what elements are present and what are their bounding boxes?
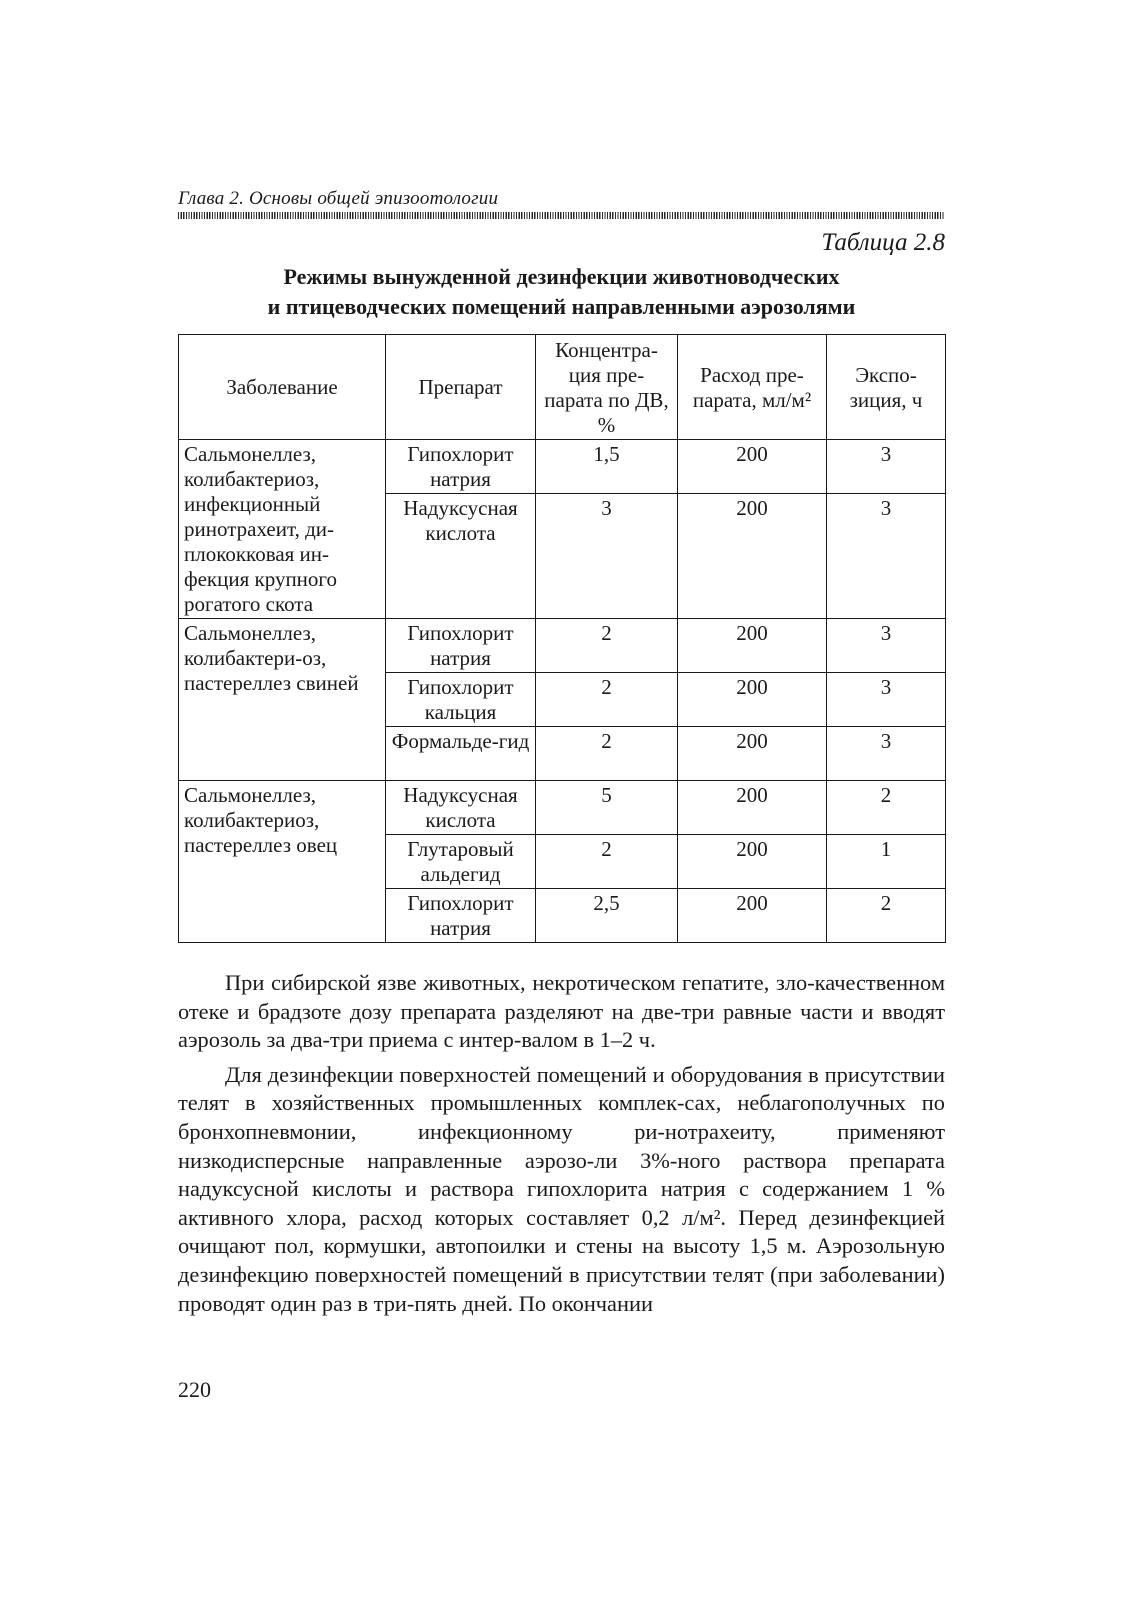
table-title-line: Режимы вынужденной дезинфекции животноводческих: [283, 264, 840, 289]
column-header-consumption: Расход пре-парата, мл/м²: [678, 335, 827, 440]
disease-cell: Сальмонеллез, колибактериоз, инфекционный ринотрахеит, ди-плококковая ин-фекция крупного рогатого скота: [179, 440, 386, 619]
table-title-line: и птицеводческих помещений направленными аэрозолями: [267, 294, 856, 319]
drug-cell: Гипохлорит натрия: [386, 440, 536, 494]
table-title: [178, 262, 945, 322]
concentration-cell: 2: [536, 727, 678, 781]
table-row: [179, 619, 946, 673]
exposure-cell: 3: [827, 494, 946, 619]
concentration-cell: 2,5: [536, 889, 678, 943]
consumption-cell: 200: [678, 781, 827, 835]
table-row: [179, 440, 946, 494]
exposure-cell: 1: [827, 835, 946, 889]
column-header-concentration: Концентра-ция пре-парата по ДВ, %: [536, 335, 678, 440]
exposure-cell: 2: [827, 781, 946, 835]
concentration-cell: 2: [536, 835, 678, 889]
exposure-cell: 2: [827, 889, 946, 943]
concentration-cell: 3: [536, 494, 678, 619]
drug-cell: Надуксусная кислота: [386, 494, 536, 619]
disease-cell: Сальмонеллез, колибактериоз, пастереллез овец: [179, 781, 386, 943]
page-number: 220: [178, 1377, 211, 1402]
consumption-cell: 200: [678, 494, 827, 619]
concentration-cell: 5: [536, 781, 678, 835]
table-header-row: [179, 335, 946, 440]
table-row: [179, 781, 946, 835]
exposure-cell: 3: [827, 673, 946, 727]
column-header-drug: Препарат: [386, 335, 536, 440]
header-rule: [178, 212, 945, 219]
consumption-cell: 200: [678, 673, 827, 727]
concentration-cell: 2: [536, 619, 678, 673]
exposure-cell: 3: [827, 727, 946, 781]
consumption-cell: 200: [678, 889, 827, 943]
drug-cell: Гипохлорит натрия: [386, 889, 536, 943]
column-header-exposure: Экспо-зиция, ч: [827, 335, 946, 440]
consumption-cell: 200: [678, 619, 827, 673]
body-paragraph: Для дезинфекции поверхностей помещений и оборудования в присутствии телят в хозяйственных промышленных комплек-сах, неблагополучных по бронхопневмонии, инфекционному ри-нотрахеиту, применяют низкодисперсные направленные аэрозо-ли 3%-ного раствора препарата надуксусной кислоты и раствора гипохлорита натрия с содержанием 1 % активного хлора, расход которых составляет 0,2 л/м². Перед дезинфекцией очищают пол, кормушки, автопоилки и стены на высоту 1,5 м. Аэрозольную дезинфекцию поверхностей помещений в присутствии телят (при заболевании) проводят один раз в три-пять дней. По окончании: [178, 1061, 945, 1316]
concentration-cell: 2: [536, 673, 678, 727]
exposure-cell: 3: [827, 440, 946, 494]
consumption-cell: 200: [678, 727, 827, 781]
concentration-cell: 1,5: [536, 440, 678, 494]
drug-cell: Гипохлорит натрия: [386, 619, 536, 673]
consumption-cell: 200: [678, 835, 827, 889]
table-number: Таблица 2.8: [821, 229, 945, 256]
consumption-cell: 200: [678, 440, 827, 494]
drug-cell: Надуксусная кислота: [386, 781, 536, 835]
drug-cell: Глутаровый альдегид: [386, 835, 536, 889]
disease-cell: Сальмонеллез, колибактери-оз, пастереллез свиней: [179, 619, 386, 781]
exposure-cell: 3: [827, 619, 946, 673]
drug-cell: Гипохлорит кальция: [386, 673, 536, 727]
disinfection-table: [178, 334, 946, 943]
drug-cell: Формальде-гид: [386, 727, 536, 781]
body-text: [178, 969, 945, 1318]
column-header-disease: Заболевание: [179, 335, 386, 440]
running-head: Глава 2. Основы общей эпизоотологии: [178, 188, 499, 209]
body-paragraph: При сибирской язве животных, некротическом гепатите, зло-качественном отеке и брадзоте дозу препарата разделяют на две-три равные части и вводят аэрозоль за два-три приема с интер-валом в 1–2 ч.: [178, 970, 945, 1053]
